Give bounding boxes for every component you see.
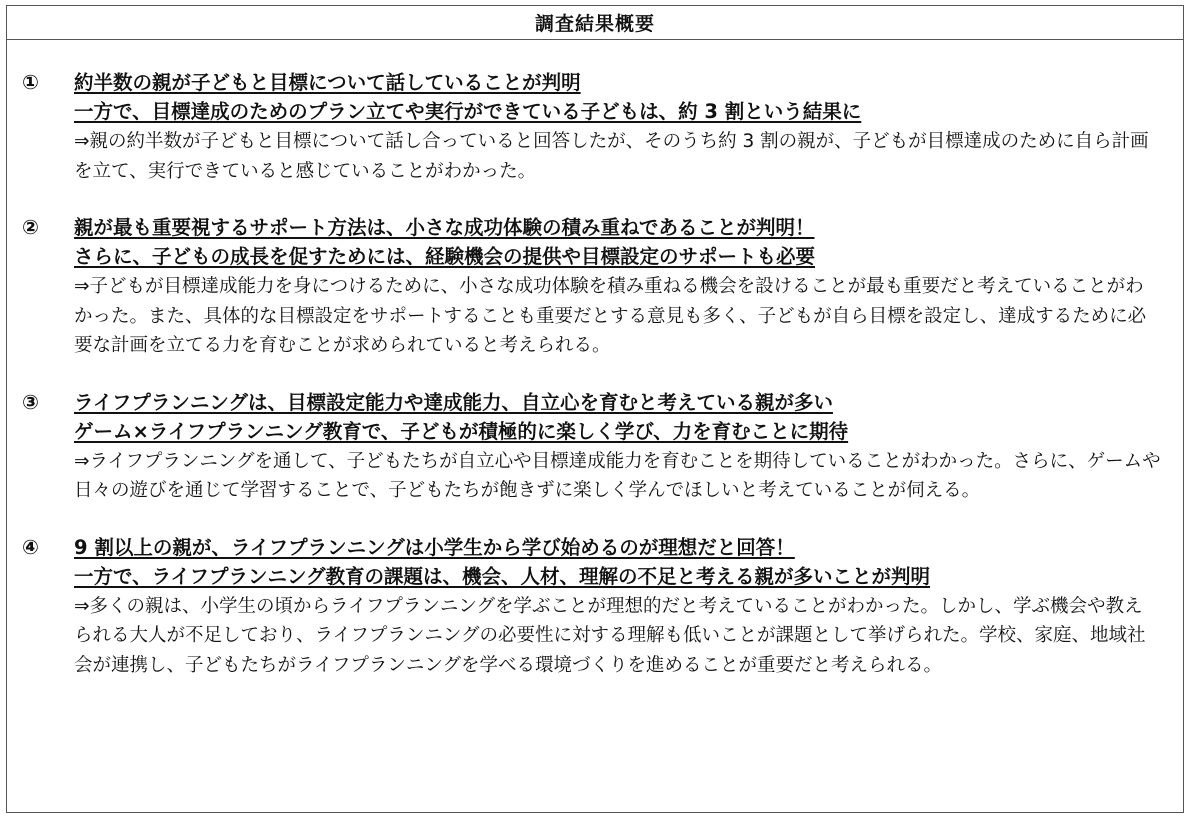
finding-description: ⇒親の約半数が子どもと目標について話し合っていると回答したが、そのうち約 3 割の親が、子どもが目標達成のために自ら計画を立て、実行できていると感じていることがわかった。 xyxy=(74,131,1149,182)
finding-headline xyxy=(74,97,1161,126)
finding-number: ① xyxy=(22,70,39,94)
finding-body xyxy=(74,533,1161,681)
finding-headline-line-1: 9 割以上の親が、ライフプランニングは小学生から学び始めるのが理想だと回答！ xyxy=(74,535,795,559)
finding-item-2 xyxy=(22,213,1161,361)
summary-header xyxy=(7,6,1183,40)
finding-headline-line-2: ゲーム×ライフプランニング教育で、子どもが積極的に楽しく学び、力を育むことに期待 xyxy=(74,419,849,443)
finding-headline-line-1: 親が最も重要視するサポート方法は、小さな成功体験の積み重ねであることが判明！ xyxy=(74,216,815,239)
finding-body xyxy=(74,388,1161,506)
finding-headline-line-1: ライフプランニングは、目標設定能力や達成能力、自立心を育むと考えている親が多い xyxy=(74,390,833,414)
finding-headline xyxy=(74,213,1161,242)
finding-number: ④ xyxy=(22,534,39,559)
finding-headline-line-2: 一方で、ライフプランニング教育の課題は、機会、人材、理解の不足と考える親が多いことが判明 xyxy=(74,564,931,588)
finding-headline xyxy=(74,417,1161,446)
finding-body xyxy=(74,68,1161,186)
finding-headline xyxy=(74,68,1161,97)
finding-item-3 xyxy=(22,388,1161,506)
finding-description: ⇒ライフプランニングを通して、子どもたちが自立心や目標達成能力を育むことを期待していることがわかった。さらに、ゲームや日々の遊びを通じて学習することで、子どもたちが飽きずに楽しく学んでほしいと考えていることが伺える。 xyxy=(74,450,1161,501)
finding-headline xyxy=(74,242,1161,271)
finding-headline xyxy=(74,562,1161,591)
finding-headline xyxy=(74,533,1161,562)
finding-item-4 xyxy=(22,533,1161,681)
summary-content xyxy=(7,40,1183,680)
finding-number: ② xyxy=(22,215,39,239)
finding-item-1 xyxy=(22,68,1161,186)
finding-headline-line-2: 一方で、目標達成のためのプラン立てや実行ができている子どもは、約 3 割という結果に xyxy=(74,100,862,123)
finding-description: ⇒子どもが目標達成能力を身につけるために、小さな成功体験を積み重ねる機会を設けることが最も重要だと考えていることがわかった。また、具体的な目標設定をサポートすることも重要だとする意見も多く、子どもが自ら目標を設定し、達成するために必要な計画を立てる力を育むことが求められていると考えられる。 xyxy=(74,276,1147,356)
finding-headline-line-2: さらに、子どもの成長を促すためには、経験機会の提供や目標設定のサポートも必要 xyxy=(74,245,816,268)
finding-headline-line-1: 約半数の親が子どもと目標について話していることが判明 xyxy=(74,71,581,94)
finding-body xyxy=(74,213,1161,361)
summary-title: 調査結果概要 xyxy=(534,13,655,35)
finding-headline xyxy=(74,388,1161,417)
finding-description: ⇒多くの親は、小学生の頃からライフプランニングを学ぶことが理想的だと考えていることがわかった。しかし、学ぶ機会や教えられる大人が不足しており、ライフプランニングの必要性に対する理解も低いことが課題として挙げられた。学校、家庭、地域社会が連携し、子どもたちがライフプランニングを学べる環境づくりを進めることが重要だと考えられる。 xyxy=(74,595,1146,676)
summary-box xyxy=(6,5,1184,813)
finding-number: ③ xyxy=(22,389,39,414)
